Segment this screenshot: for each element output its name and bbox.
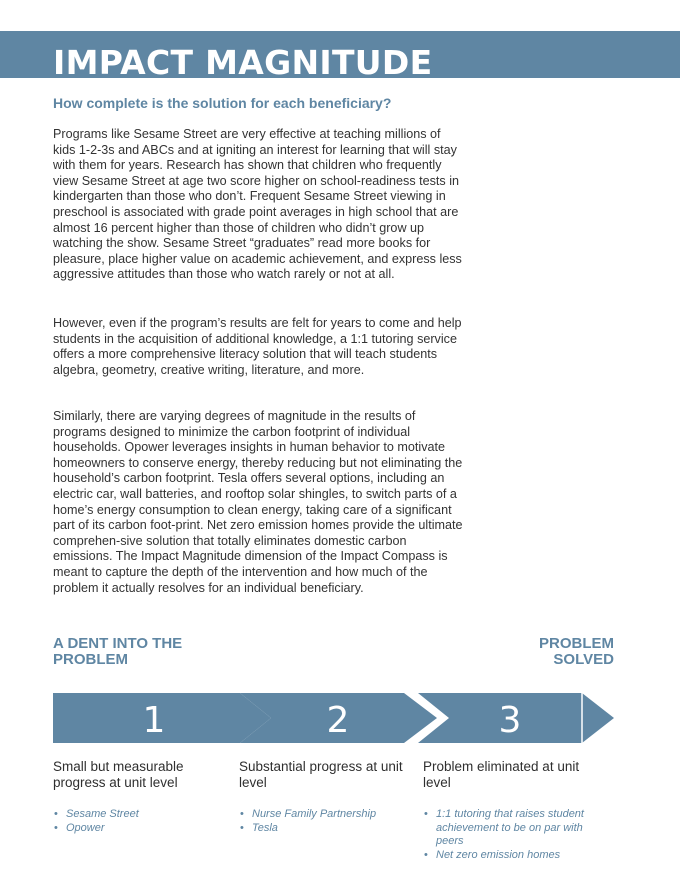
header-band	[0, 31, 680, 78]
step-title: Substantial progress at unit level	[239, 759, 403, 790]
example-item: • 1:1 tutoring that raises student achievement to be on par with peers	[424, 808, 584, 847]
example-item: • Opower	[54, 821, 105, 834]
step-number-3: 3	[498, 700, 522, 741]
magnitude-arrow-scale	[0, 690, 680, 746]
step-title: Problem eliminated at unit level	[423, 759, 580, 790]
step-column-3	[423, 759, 598, 862]
step-number-1: 1	[142, 700, 166, 741]
paragraph-carbon-footprint: Similarly, there are varying degrees of magnitude in the results of programs designed to minimize the carbon footprint of individual households. Opower leverages insights in human behavior to motivate homeowners to conserve energy, thereby reducing but not eliminating the household’s carbon footprint. Tesla offers several options, including an electric car, wall batteries, and rooftop solar shingles, to switch parts of a home’s energy consumption to clean energy, taking care of a significant part of its carbon foot-print. Net zero emission homes provide the ultimate comprehen-sive solution that totally eliminates domestic carbon emissions. The Impact Magnitude dimension of the Impact Compass is meant to capture the depth of the intervention and how much of the problem it actually resolves for an individual beneficiary.	[53, 409, 463, 595]
example-item: • Nurse Family Partnership	[240, 808, 377, 820]
scale-label-solved: PROBLEM SOLVED	[539, 635, 614, 668]
example-item: • Net zero emission homes	[424, 848, 561, 861]
example-list	[53, 808, 228, 835]
step-column-1	[53, 759, 228, 835]
example-item: • Sesame Street	[54, 808, 139, 820]
step-title: Small but measurable progress at unit level	[53, 759, 184, 790]
page-subtitle: How complete is the solution for each beneficiary?	[53, 95, 392, 111]
scale-label-dent: A DENT INTO THE PROBLEM	[53, 635, 183, 668]
paragraph-sesame-street: Programs like Sesame Street are very effective at teaching millions of kids 1-2-3s and ABCs and at igniting an interest for learning that will stay with them for years. Research has shown that children who frequently view Sesame Street at age two score higher on school-readiness tests in kindergarten than those who don’t. Frequent Sesame Street viewing in preschool is associated with grade point averages in high school that are almost 16 percent higher than those of children who didn’t grow up watching the show. Sesame Street “graduates” read more books for pleasure, place higher value on academic achievement, and express less aggressive attitudes than those who watch rarely or not at all.	[53, 127, 462, 282]
step-column-2	[239, 759, 414, 835]
example-list	[239, 808, 414, 835]
paragraph-tutoring: However, even if the program’s results are felt for years to come and help students in the acquisition of additional knowledge, a 1:1 tutoring service offers a more comprehensive literacy solution that will teach students algebra, geometry, creative writing, literature, and more.	[53, 316, 462, 377]
step-number-2: 2	[326, 700, 350, 741]
page-title: IMPACT MAGNITUDE	[53, 43, 433, 78]
example-item: • Tesla	[240, 821, 278, 834]
example-list	[423, 808, 598, 862]
